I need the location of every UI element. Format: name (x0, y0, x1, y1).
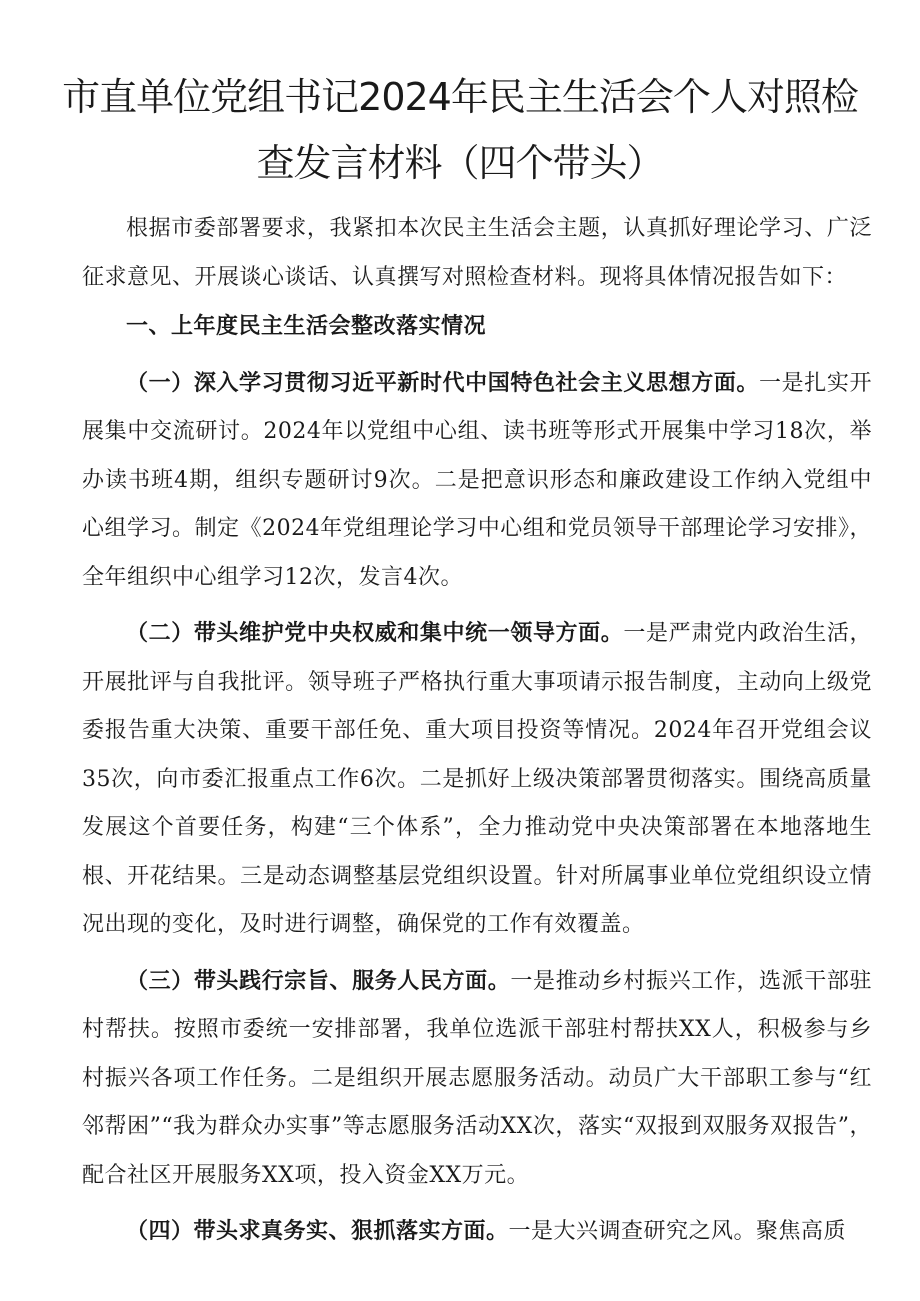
paragraph-1 (82, 359, 872, 603)
paragraph-1-text: 一是扎实开展集中交流研讨。2024年以党组中心组、读书班等形式开展集中学习18次，举办读书班4期，组织专题研讨9次。二是把意识形态和廉政建设工作纳入党组中心组学习。制定《2024年党组理论学习中心组和党员领导干部理论学习安排》，全年组织中心组学习12次，发言4次。 (82, 370, 872, 590)
page-title: 市直单位党组书记2024年民主生活会个人对照检查发言材料（四个带头） (62, 75, 858, 185)
paragraph-2 (82, 609, 872, 950)
paragraph-4 (82, 1207, 872, 1257)
paragraph-2-heading: （二）带头维护党中央权威和集中统一领导方面。 (126, 620, 624, 646)
paragraph-3-heading: （三）带头践行宗旨、服务人民方面。 (126, 967, 511, 994)
paragraph-2-text: 一是严肃党内政治生活，开展批评与自我批评。领导班子严格执行重大事项请示报告制度，主动向上级党委报告重大决策、重要干部任免、重大项目投资等情况。2024年召开党组会议35次，向市委汇报重点工作6次。二是抓好上级决策部署贯彻落实。围绕高质量发展这个首要任务，构建“三个体系”，全力推动党中央决策部署在本地落地生根、开花结果。三是动态调整基层党组织设置。针对所属事业单位党组织设立情况出现的变化，及时进行调整，确保党的工作有效覆盖。 (82, 621, 872, 937)
paragraph-3 (82, 957, 872, 1201)
intro-paragraph: 根据市委部署要求，我紧扣本次民主生活会主题，认真抓好理论学习、广泛征求意见、开展谈心谈话、认真撰写对照检查材料。现将具体情况报告如下： (82, 216, 872, 290)
section-heading-text: 一、上年度民主生活会整改落实情况 (126, 313, 487, 339)
paragraph-4-heading: （四）带头求真务实、狠抓落实方面。 (126, 1218, 509, 1244)
section-heading (82, 302, 872, 352)
paragraph-3-text: 一是推动乡村振兴工作，选派干部驻村帮扶。按照市委统一安排部署，我单位选派干部驻村帮扶XX人，积极参与乡村振兴各项工作任务。二是组织开展志愿服务活动。动员广大干部职工参与“红邻帮困”“我为群众办实事”等志愿服务活动XX次，落实“双报到双服务双报告”，配合社区开展服务XX项，投入资金XX万元。 (82, 968, 872, 1188)
document-body (82, 205, 872, 1257)
paragraph-4-text: 一是大兴调查研究之风。聚焦高质 (508, 1219, 847, 1244)
paragraph-1-heading: （一）深入学习贯彻习近平新时代中国特色社会主义思想方面。 (126, 369, 760, 396)
